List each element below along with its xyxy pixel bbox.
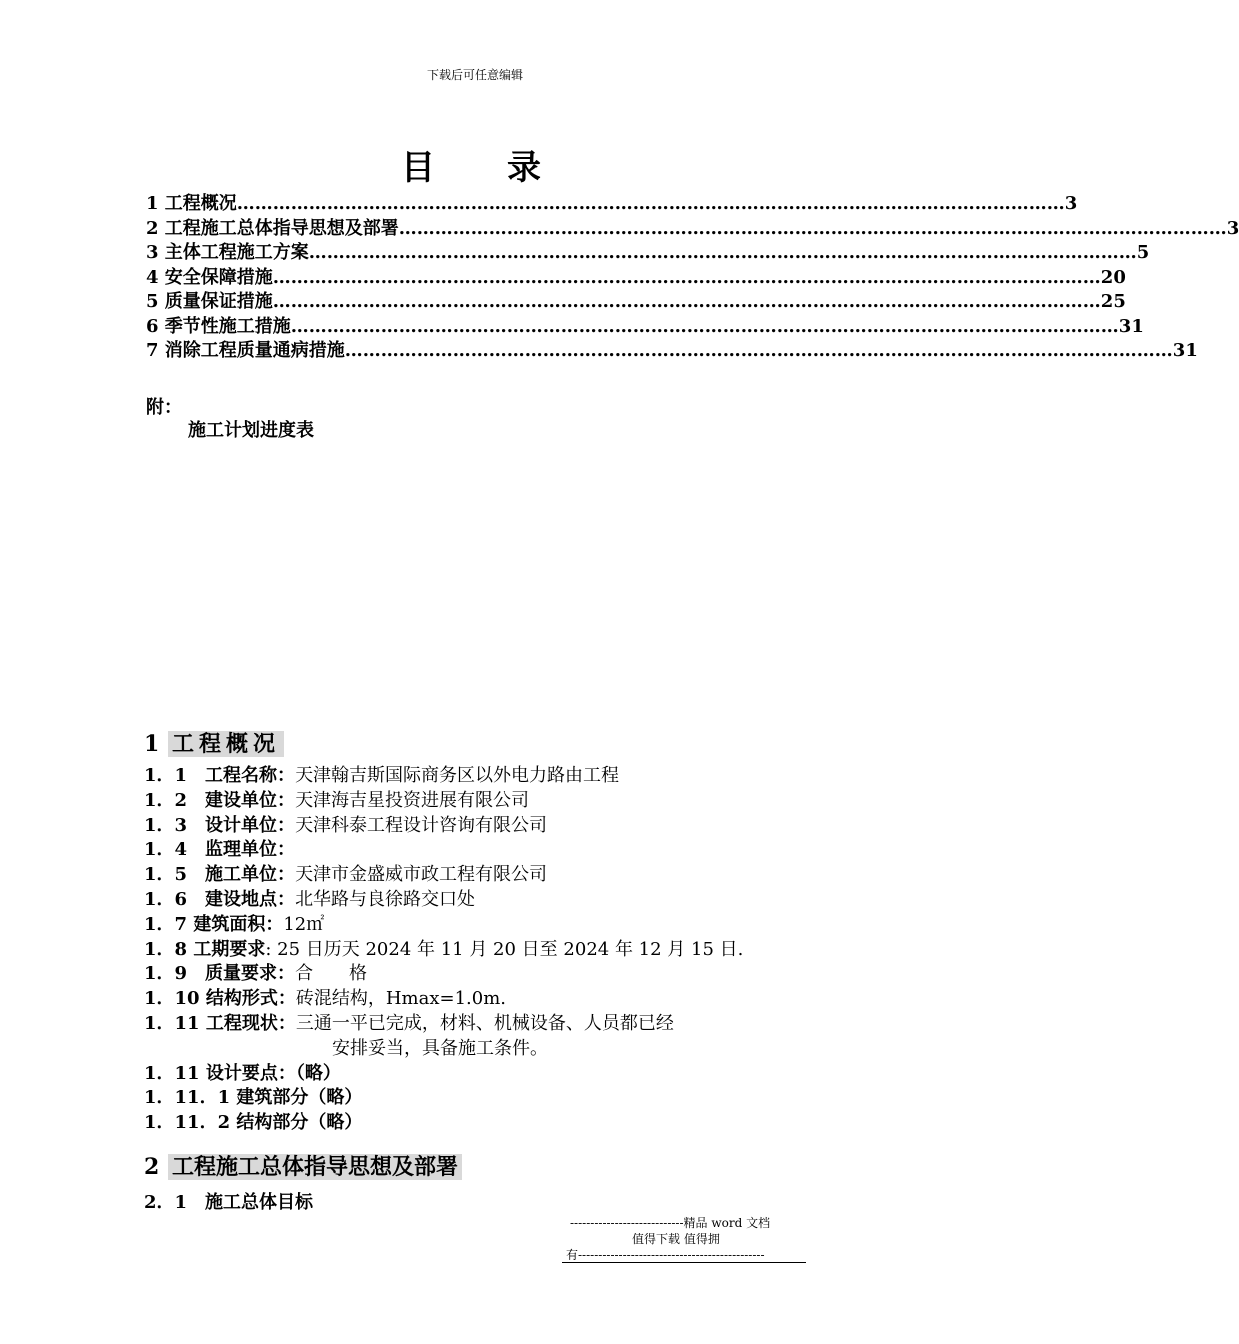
subsection-heading: 2．1 施工总体目标: [144, 1192, 314, 1213]
list-item: 1．7 建筑面积：12㎡: [144, 913, 325, 935]
list-item: 1．11．2 结构部分（略）: [144, 1112, 363, 1134]
toc-page-number: 5: [1136, 242, 1150, 263]
section-number: 2: [144, 1154, 160, 1180]
toc-leader: …………………………………………………………………………………………………………………………: [344, 340, 1173, 361]
list-item: 1．11．1 建筑部分（略）: [144, 1087, 363, 1109]
toc-row[interactable]: 3 主体工程施工方案 ………………………………………………………………………………………………………………………… 5: [146, 241, 762, 266]
section-title: 工程施工总体指导思想及部署: [168, 1154, 462, 1180]
list-item: 1．8 工期要求: 25 日历天 2024 年 11 月 20 日至 2024 年 12 月 15 日.: [144, 938, 744, 960]
toc-page-number: 3: [1226, 217, 1239, 239]
toc-leader: …………………………………………………………………………………………………………………………: [236, 193, 1065, 214]
list-item: 1．11 设计要点：（略）: [144, 1062, 341, 1084]
toc-leader: …………………………………………………………………………………………………………………………: [272, 291, 1101, 312]
section-2-heading: [144, 1150, 462, 1181]
list-item: 1．9 质量要求：合 格: [144, 963, 368, 985]
toc-title-char-2: 录: [507, 148, 549, 188]
list-item: 1．10 结构形式：砖混结构，Hmax=1.0m.: [144, 988, 506, 1010]
footer-line-2: 值得下载 值得拥: [632, 1232, 720, 1246]
toc-page-number: 31: [1172, 340, 1198, 361]
toc-page-number: 20: [1100, 266, 1126, 288]
toc-page-number: 25: [1100, 291, 1126, 312]
toc-leader: …………………………………………………………………………………………………………………………: [290, 315, 1119, 337]
list-item: 1．4 监理单位：: [144, 839, 296, 861]
toc-row[interactable]: 4 安全保障措施 ………………………………………………………………………………………………………………………… 20: [146, 266, 774, 291]
toc-page-number: 31: [1118, 315, 1144, 337]
list-item: 1．2 建设单位：天津海吉星投资进展有限公司: [144, 789, 530, 811]
toc-title: [0, 140, 950, 189]
toc-page-number: 3: [1064, 193, 1078, 214]
appendix-item[interactable]: 施工计划进度表: [188, 420, 314, 441]
footer-line-1: ----------------------------精品 word 文档: [570, 1216, 771, 1230]
toc-row[interactable]: 2 工程施工总体指导思想及部署 ………………………………………………………………………………………………………………………… 3: [146, 217, 762, 242]
list-item: 1．3 设计单位：天津科泰工程设计咨询有限公司: [144, 814, 548, 836]
list-item: 1．11 工程现状：三通一平已完成，材料、机械设备、人员都已经: [144, 1012, 674, 1034]
toc-leader: …………………………………………………………………………………………………………………………: [398, 217, 1227, 239]
toc-title-char-1: 目: [401, 148, 443, 188]
section-1-heading: [144, 727, 284, 758]
toc-leader: …………………………………………………………………………………………………………………………: [272, 266, 1101, 288]
section-1-items: [144, 764, 743, 1136]
footer-rule: [562, 1262, 806, 1263]
list-item: 1．1 工程名称：天津翰吉斯国际商务区以外电力路由工程: [144, 765, 620, 786]
footer-line-3: 有----------------------------------------------: [566, 1248, 765, 1262]
toc-row[interactable]: 5 质量保证措施 ………………………………………………………………………………………………………………………… 25: [146, 290, 768, 315]
appendix-label: 附：: [146, 397, 182, 418]
toc-row[interactable]: 7 消除工程质量通病措施 ………………………………………………………………………………………………………………………… 31: [146, 339, 762, 364]
list-item: 1．5 施工单位：天津市金盛威市政工程有限公司: [144, 864, 548, 886]
list-item-continuation: 安排妥当，具备施工条件。: [332, 1037, 548, 1059]
toc-leader: …………………………………………………………………………………………………………………………: [308, 242, 1137, 263]
list-item: 1．6 建设地点：北华路与良徐路交口处: [144, 888, 476, 910]
section-title: 工程概况: [168, 731, 284, 757]
section-number: 1: [144, 731, 160, 757]
page-header: 下载后可任意编辑: [426, 68, 523, 82]
toc-row[interactable]: 6 季节性施工措施 ………………………………………………………………………………………………………………………… 31: [146, 315, 774, 340]
toc-row[interactable]: 1 工程概况 ………………………………………………………………………………………………………………………… 3: [146, 192, 776, 217]
table-of-contents: [146, 192, 1239, 364]
